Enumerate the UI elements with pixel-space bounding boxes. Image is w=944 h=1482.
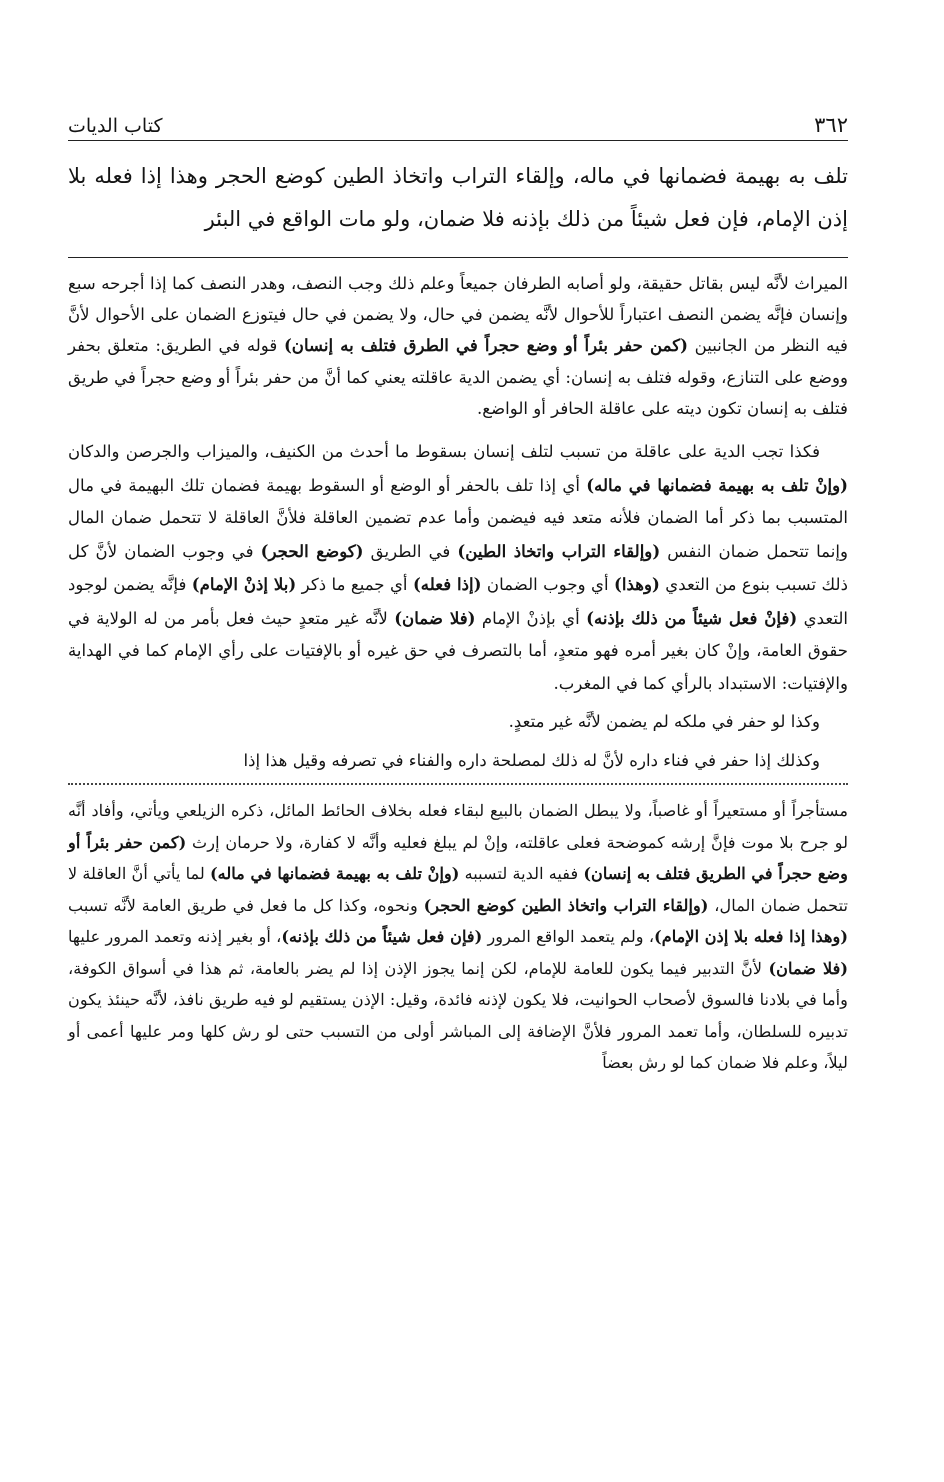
sharh-paragraph-3: وكذا لو حفر في ملكه لم يضمن لأنَّه غير متعدٍ.	[508, 712, 820, 732]
sharh-text: لأنَّه غير متعدٍ حيث فعل بأمر من له الولاية في حقوق العامة، وإنْ كان بغير أمره فهو متعدٍ، أما بالتصرف في حق غيره أو بالإفتيات على رأي الإمام كما في الهداية والإفتيات: الاستبداد بالرأي كما في المغرب.	[68, 608, 848, 693]
quoted-matn: (إذا فعله)	[412, 574, 482, 595]
book-page	[68, 104, 848, 1079]
matn-text: تلف به بهيمة فضمانها في ماله، وإلقاء التراب واتخاذ الطين كوضع الحجر وهذا إذا فعله بلا إذن الإمام، فإن فعل شيئاً من ذلك بإذنه فلا ضمان، ولو مات الواقع في البئر	[68, 164, 849, 231]
quoted-matn: (فلا ضمان)	[394, 607, 476, 628]
sharh-text: في الطريق	[363, 541, 458, 561]
quoted-matn: (كمن حفر بئراً أو وضع حجراً في الطريق فتلف به إنسان)	[68, 832, 849, 884]
sharh-text: فكذا تجب الدية على عاقلة من تسبب لتلف إنسان بسقوط ما أحدث من الكنيف، والميزاب والجرصن والدكان	[68, 442, 820, 462]
sharh-text: أي إذا تلف بالحفر أو الوضع أو السقوط بهيمة فضمان تلك البهيمة في مال المتسبب بما ذكر أما الضمان فلأنه متعد فيه فيضمن وأما عدم تضمين العاقلة فلأنَّ العاقلة لا تتحمل ضمان المال وإنما تتحمل ضمان النفس	[68, 475, 849, 561]
quoted-matn: (فإنْ فعل شيئاً من ذلك بإذنه)	[586, 607, 798, 628]
page-header	[68, 104, 848, 141]
quoted-matn: (بلا إذنْ الإمام)	[191, 574, 297, 595]
sharh-text: أي جميع ما ذكر	[296, 575, 413, 595]
hashiya-text: ، أو بغير إذنه وتعمد المرور عليها	[68, 927, 282, 947]
quoted-matn: (فلا ضمان)	[768, 958, 849, 978]
hashiya-text: مستأجراً أو مستعيراً أو غاصباً، ولا يبطل الضمان بالبيع لبقاء فعله بخلاف الحائط المائل، ذكره الزيلعي ويأتي، وأفاد أنَّه لو جرح بلا موت فإنَّ إرشه كموضحة فعلى عاقلته، وإنْ لم يبلغ فعليه وأنَّه لا كفارة، ولا حرمان إرث	[68, 801, 848, 852]
sharh-paragraph-4: وكذلك إذا حفر في فناء داره لأنَّ له ذلك لمصلحة داره والفناء في تصرفه وقيل هذا إذا	[243, 750, 820, 770]
hashiya-text: لما يأتي أنَّ العاقلة لا تتحمل ضمان المال،	[68, 864, 848, 915]
sharh-paragraph-2	[68, 436, 848, 700]
sharh-text: في وجوب الضمان لأنَّ كل ذلك تسبب بنوع من التعدي	[68, 541, 848, 595]
quoted-matn: (كوضع الحجر)	[260, 540, 364, 561]
page-number: ٣٦٢	[806, 113, 848, 137]
sharh-text: فإنَّه يضمن لوجود التعدي	[68, 575, 848, 628]
quoted-matn: (وإنْ تلف به بهيمة فضمانها في ماله)	[586, 474, 848, 495]
quoted-matn: (فإن فعل شيئاً من ذلك بإذنه)	[281, 927, 483, 947]
quoted-matn: (وهذا)	[614, 574, 660, 595]
quoted-matn: (وإلقاء التراب واتخاذ الطين)	[457, 540, 661, 561]
hashiya-paragraph	[68, 795, 848, 1079]
matn-separator-rule	[68, 257, 848, 258]
hashiya-text: ونحوه، وكذا كل ما فعل في طريق العامة لأنَّه تسبب	[68, 895, 424, 915]
quoted-matn: (وهذا إذا فعله بلا إذن الإمام)	[654, 927, 849, 947]
quoted-matn: (كمن حفر بئراً أو وضع حجراً في الطرق فتلف به إنسان)	[283, 335, 688, 356]
sharh-text: أي وجوب الضمان	[481, 575, 615, 595]
sharh-paragraph-1	[68, 268, 848, 424]
hashiya-text: ، ولم يتعمد الواقع المرور	[482, 927, 655, 947]
sharh-text: الميراث لأنَّه ليس بقاتل حقيقة، ولو أصابه الطرفان جميعاً وعلم ذلك وجب النصف، وهدر النصف كما إذا أجرحه سبع وإنسان فإنَّه يضمن النصف اعتباراً للأحوال لأنَّه يضمن في حال، ولا يضمن في حال فيتوزع الضمان على الأحوال لأنَّ فيه النظر من الجانبين	[68, 274, 848, 356]
quoted-matn: (وإلقاء التراب واتخاذ الطين كوضع الحجر)	[423, 895, 709, 915]
quoted-matn: (وإنْ تلف به بهيمة فضمانها في ماله)	[209, 864, 460, 884]
hashiya-text: لأنَّ التدبير فيما يكون للعامة للإمام، لكن إنما يجوز الإذن إذا لم يضر بالعامة، ثم هذا في أسواق الكوفة، وأما في بلادنا فالسوق لأصحاب الحوانيت، فلا يكون لإذنه فائدة، وقيل: الإذن يستقيم لو فيه طريق نافذ، لأنَّه حينئذ يكون تدبيره للسلطان، وأما تعمد المرور فلأنَّ الإضافة إلى المباشر أولى من التسبب حتى لو رش كلها ومر عليها أعمى أو ليلاً، وعلم فلا ضمان كما لو رش بعضاً	[68, 958, 848, 1073]
hashiya-text: ففيه الدية لتسببه	[459, 864, 584, 884]
sharh-text: أي بإذنْ الإمام	[475, 608, 587, 628]
dotted-separator-rule	[68, 783, 848, 785]
sharh-text: قوله في الطريق: متعلق بحفر ووضع على التنازع، وقوله فتلف به إنسان: أي يضمن الدية عاقلته يعني كما أنَّ من حفر بئراً أو وضع حجراً في طريق فتلف به إنسان تكون ديته على عاقلة الحافر أو الواضع.	[68, 336, 848, 418]
running-title: كتاب الديات	[68, 115, 171, 137]
